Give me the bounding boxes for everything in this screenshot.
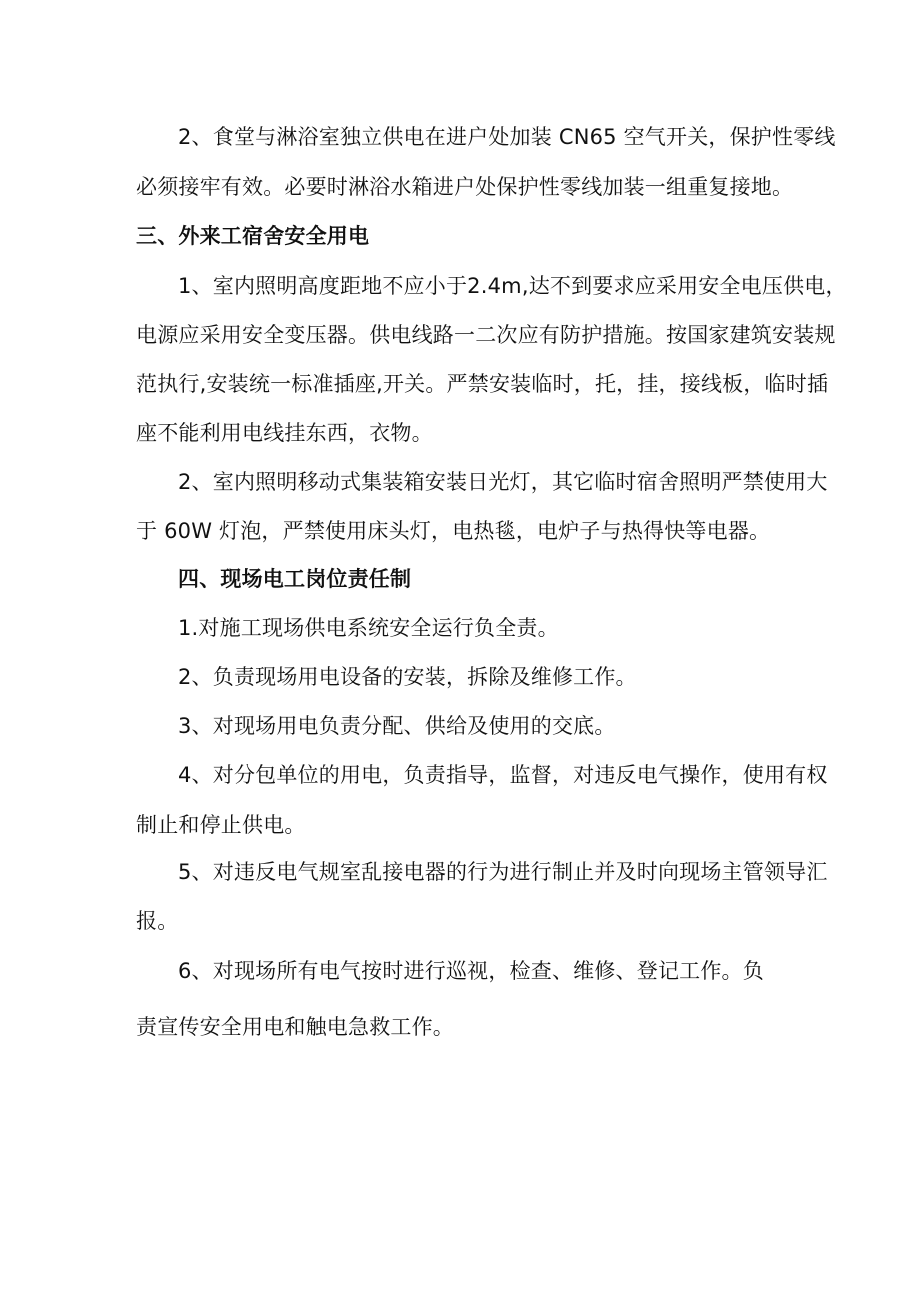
paragraph-line: 责宣传安全用电和触电急救工作。 bbox=[136, 1015, 454, 1039]
paragraph-line: 电源应采用安全变压器。供电线路一二次应有防护措施。按国家建筑安装规 bbox=[136, 323, 836, 347]
paragraph-line: 5、对违反电气规室乱接电器的行为进行制止并及时向现场主管领导汇 bbox=[178, 860, 828, 884]
paragraph-line: 座不能利用电线挂东西，衣物。 bbox=[136, 421, 433, 445]
paragraph-line: 3、对现场用电负责分配、供给及使用的交底。 bbox=[178, 714, 616, 738]
section-heading: 四、现场电工岗位责任制 bbox=[178, 567, 412, 591]
paragraph-line: 报。 bbox=[136, 909, 179, 933]
paragraph-line: 范执行,安装统一标准插座,开关。严禁安装临时，托，挂，接线板，临时插 bbox=[136, 372, 829, 396]
paragraph-line: 6、对现场所有电气按时进行巡视，检查、维修、登记工作。负 bbox=[178, 959, 764, 983]
paragraph-line: 2、室内照明移动式集装箱安装日光灯，其它临时宿舍照明严禁使用大 bbox=[178, 470, 828, 494]
paragraph-line: 制止和停止供电。 bbox=[136, 813, 306, 837]
paragraph-line: 必须接牢有效。必要时淋浴水箱进户处保护性零线加装一组重复接地。 bbox=[136, 175, 794, 199]
paragraph-line: 2、食堂与淋浴室独立供电在进户处加装 CN65 空气开关，保护性零线 bbox=[178, 125, 836, 149]
paragraph-line: 1.对施工现场供电系统安全运行负全责。 bbox=[178, 616, 559, 640]
section-heading: 三、外来工宿舍安全用电 bbox=[136, 224, 370, 248]
paragraph-line: 于 60W 灯泡，严禁使用床头灯，电热毯，电炉子与热得快等电器。 bbox=[136, 519, 771, 543]
paragraph-line: 2、负责现场用电设备的安装，拆除及维修工作。 bbox=[178, 665, 637, 689]
paragraph-line: 1、室内照明高度距地不应小于2.4m,达不到要求应采用安全电压供电， bbox=[178, 274, 847, 298]
paragraph-line: 4、对分包单位的用电，负责指导，监督，对违反电气操作，使用有权 bbox=[178, 763, 828, 787]
